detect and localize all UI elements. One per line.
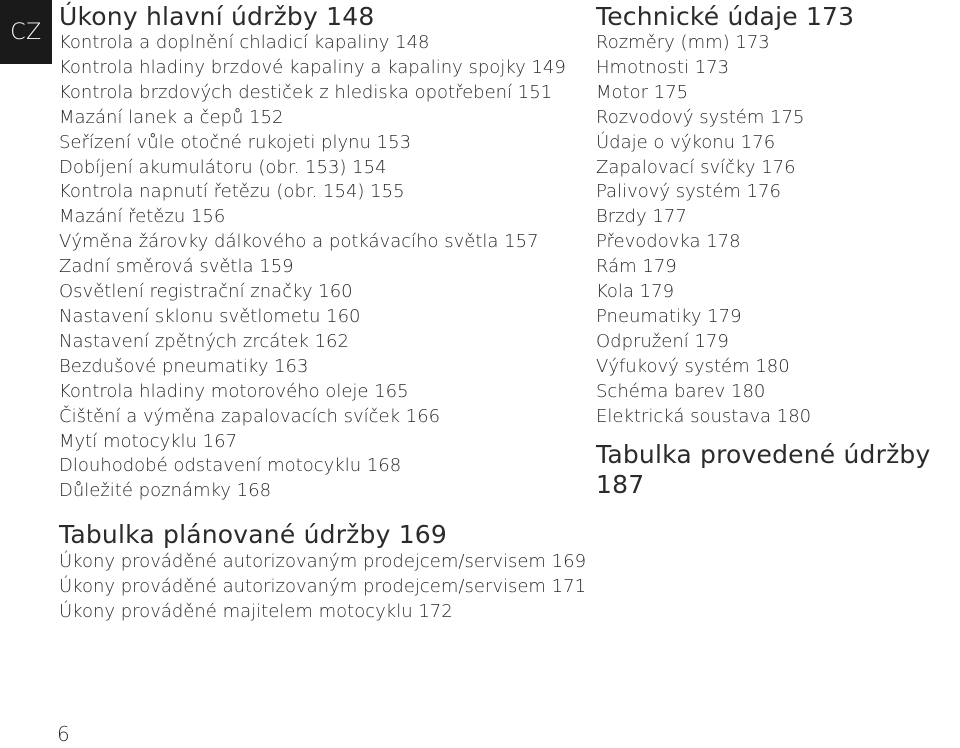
toc-section-maintenance-record: [596, 440, 960, 500]
toc-entry[interactable]: Mazání lanek a čepů 152: [59, 106, 284, 128]
toc-entry[interactable]: Rozměry (mm) 173: [596, 32, 770, 53]
toc-list: [59, 31, 566, 504]
toc-entry[interactable]: Bezdušové pneumatiky 163: [59, 355, 309, 377]
section-title[interactable]: Tabulka provedené údržby 187: [596, 440, 931, 499]
page-number: 6: [57, 722, 70, 746]
toc-entry[interactable]: Dobíjení akumulátoru (obr. 153) 154: [59, 156, 387, 178]
toc-entry[interactable]: Kontrola a doplnění chladicí kapaliny 148: [59, 32, 430, 53]
toc-entry[interactable]: Schéma barev 180: [596, 380, 766, 402]
toc-entry[interactable]: Úkony prováděné autorizovaným prodejcem/servisem 169: [59, 551, 587, 572]
language-badge: CZ: [0, 0, 52, 64]
toc-entry[interactable]: Výměna žárovky dálkového a potkávacího světla 157: [59, 231, 539, 253]
toc-entry[interactable]: Pneumatiky 179: [596, 305, 742, 327]
toc-entry[interactable]: Mazání řetězu 156: [59, 206, 226, 228]
toc-entry[interactable]: Elektrická soustava 180: [596, 405, 812, 427]
toc-entry[interactable]: Hmotnosti 173: [596, 56, 730, 78]
toc-entry[interactable]: Kontrola hladiny motorového oleje 165: [59, 380, 409, 402]
toc-entry[interactable]: Kontrola brzdových destiček z hlediska opotřebení 151: [59, 81, 553, 103]
toc-section-technical-data: [596, 2, 854, 430]
toc-entry[interactable]: Výfukový systém 180: [596, 355, 790, 377]
toc-entry[interactable]: Úkony prováděné autorizovaným prodejcem/servisem 171: [59, 575, 587, 597]
toc-entry[interactable]: Motor 175: [596, 81, 689, 103]
toc-list: [59, 550, 586, 625]
toc-entry[interactable]: Osvětlení registrační značky 160: [59, 281, 353, 303]
toc-entry[interactable]: Kontrola hladiny brzdové kapaliny a kapaliny spojky 149: [59, 56, 566, 78]
toc-entry[interactable]: Převodovka 178: [596, 231, 741, 253]
toc-section-maintenance-schedule: [59, 520, 586, 625]
toc-entry[interactable]: Čištění a výměna zapalovacích svíček 166: [59, 405, 441, 427]
toc-entry[interactable]: Odpružení 179: [596, 330, 729, 352]
toc-entry[interactable]: Zadní směrová světla 159: [59, 256, 294, 278]
toc-entry[interactable]: Kola 179: [596, 281, 675, 303]
toc-entry[interactable]: Nastavení zpětných zrcátek 162: [59, 330, 349, 352]
toc-list: [596, 31, 854, 430]
toc-entry[interactable]: Důležité poznámky 168: [59, 480, 272, 502]
toc-entry[interactable]: Nastavení sklonu světlometu 160: [59, 305, 361, 327]
toc-entry[interactable]: Rozvodový systém 175: [596, 106, 805, 128]
section-title: Tabulka plánované údržby 169: [59, 520, 448, 549]
toc-entry[interactable]: Seřízení vůle otočné rukojeti plynu 153: [59, 131, 412, 153]
toc-entry[interactable]: Rám 179: [596, 256, 677, 278]
toc-entry[interactable]: Zapalovací svíčky 176: [596, 156, 796, 178]
section-title: Úkony hlavní údržby 148: [59, 2, 375, 31]
toc-section-main-maintenance: [59, 2, 566, 504]
toc-entry[interactable]: Kontrola napnutí řetězu (obr. 154) 155: [59, 181, 405, 203]
toc-entry[interactable]: Brzdy 177: [596, 206, 687, 228]
toc-entry[interactable]: Údaje o výkonu 176: [596, 131, 776, 153]
toc-entry[interactable]: Palivový systém 176: [596, 181, 781, 203]
toc-entry[interactable]: Mytí motocyklu 167: [59, 430, 238, 452]
toc-entry[interactable]: Úkony prováděné majitelem motocyklu 172: [59, 600, 453, 622]
section-title: Technické údaje 173: [596, 2, 855, 31]
toc-entry[interactable]: Dlouhodobé odstavení motocyklu 168: [59, 455, 402, 477]
